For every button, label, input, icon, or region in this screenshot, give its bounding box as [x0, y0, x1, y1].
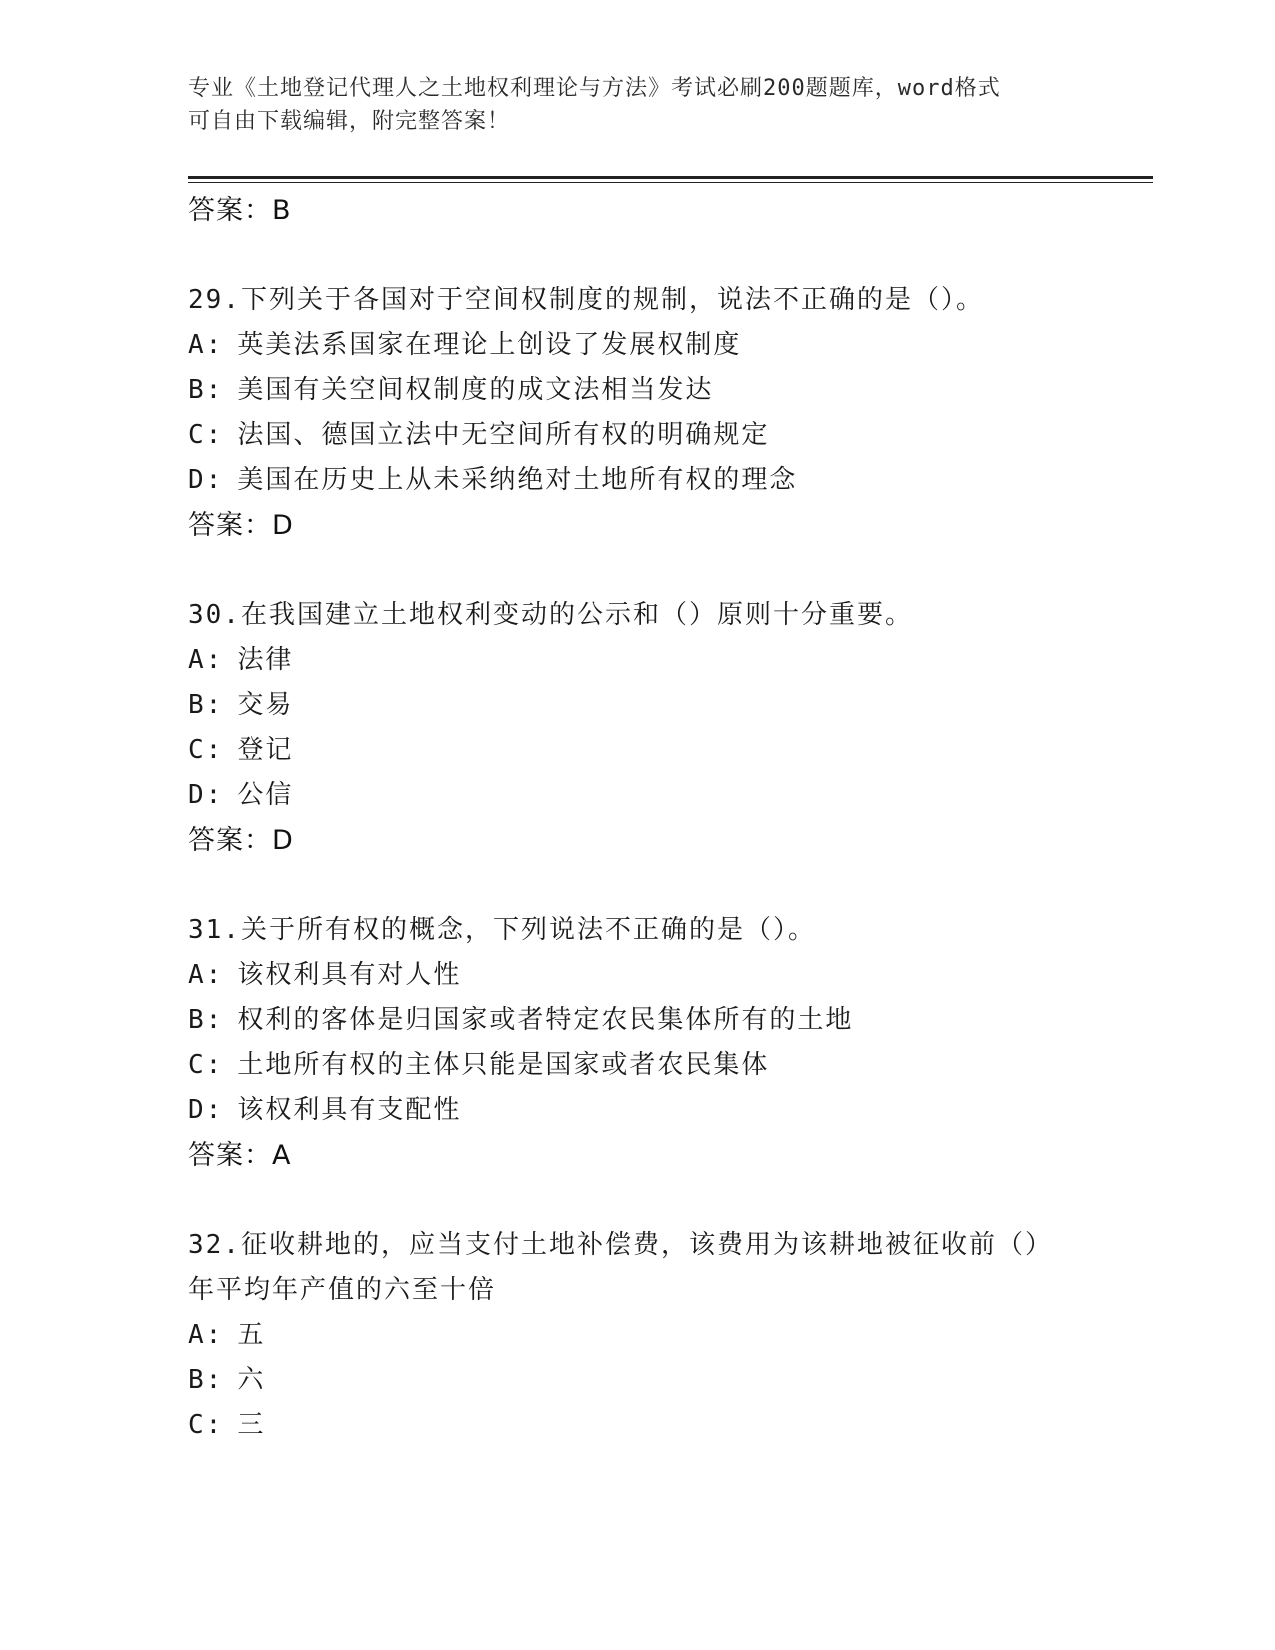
option-c	[188, 728, 1148, 773]
header-divider-thick	[188, 176, 1153, 179]
header-divider-thin	[188, 182, 1153, 183]
option-letter: C:	[188, 1410, 224, 1440]
option-text: 交易	[237, 690, 294, 720]
question-30	[188, 593, 1148, 863]
option-d	[188, 458, 1148, 503]
answer-line: 答案：D	[188, 825, 294, 856]
option-a	[188, 638, 1148, 683]
option-text: 美国有关空间权制度的成文法相当发达	[237, 375, 714, 405]
option-letter: B:	[188, 690, 224, 720]
answer-line: 答案：A	[188, 1140, 292, 1171]
option-text: 法律	[237, 645, 294, 675]
question-32	[188, 1223, 1148, 1448]
option-letter: B:	[188, 1365, 224, 1395]
option-b	[188, 1358, 1148, 1403]
option-letter: D:	[188, 465, 224, 495]
option-letter: A:	[188, 960, 224, 990]
option-a	[188, 323, 1148, 368]
question-text-continued: 年平均年产值的六至十倍	[188, 1275, 497, 1305]
option-c	[188, 1043, 1148, 1088]
option-letter: A:	[188, 1320, 224, 1350]
option-text: 六	[237, 1365, 266, 1395]
option-c	[188, 413, 1148, 458]
option-text: 公信	[237, 780, 294, 810]
answer-line: 答案：D	[188, 510, 294, 541]
option-b	[188, 368, 1148, 413]
option-text: 权利的客体是归国家或者特定农民集体所有的土地	[237, 1005, 854, 1035]
header-line-1: 专业《土地登记代理人之土地权利理论与方法》考试必刷200题题库，word格式	[188, 76, 1001, 101]
option-b	[188, 998, 1148, 1043]
option-text: 五	[237, 1320, 266, 1350]
option-b	[188, 683, 1148, 728]
question-text: 31.关于所有权的概念，下列说法不正确的是（）。	[188, 915, 816, 945]
option-letter: C:	[188, 1050, 224, 1080]
question-31	[188, 908, 1148, 1178]
question-29	[188, 278, 1148, 548]
option-text: 该权利具有对人性	[237, 960, 462, 990]
option-text: 土地所有权的主体只能是国家或者农民集体	[237, 1050, 770, 1080]
question-list	[188, 188, 1148, 1448]
question-text: 29.下列关于各国对于空间权制度的规制，说法不正确的是（）。	[188, 285, 984, 315]
header-line-2: 可自由下载编辑，附完整答案！	[188, 109, 511, 134]
option-text: 该权利具有支配性	[237, 1095, 462, 1125]
option-text: 三	[237, 1410, 266, 1440]
option-d	[188, 773, 1148, 818]
option-a	[188, 953, 1148, 998]
question-text: 30.在我国建立土地权利变动的公示和（）原则十分重要。	[188, 600, 913, 630]
option-a	[188, 1313, 1148, 1358]
option-letter: D:	[188, 1095, 224, 1125]
option-text: 美国在历史上从未采纳绝对土地所有权的理念	[237, 465, 798, 495]
document-header	[188, 72, 1068, 138]
option-c	[188, 1403, 1148, 1448]
option-d	[188, 1088, 1148, 1133]
option-letter: B:	[188, 375, 224, 405]
option-text: 法国、德国立法中无空间所有权的明确规定	[237, 420, 770, 450]
answer-line: 答案：B	[188, 195, 292, 226]
option-letter: B:	[188, 1005, 224, 1035]
question-text: 32.征收耕地的，应当支付土地补偿费，该费用为该耕地被征收前（）	[188, 1230, 1053, 1260]
option-letter: A:	[188, 645, 224, 675]
option-letter: D:	[188, 780, 224, 810]
option-text: 英美法系国家在理论上创设了发展权制度	[237, 330, 742, 360]
option-letter: A:	[188, 330, 224, 360]
option-text: 登记	[237, 735, 294, 765]
option-letter: C:	[188, 420, 224, 450]
option-letter: C:	[188, 735, 224, 765]
